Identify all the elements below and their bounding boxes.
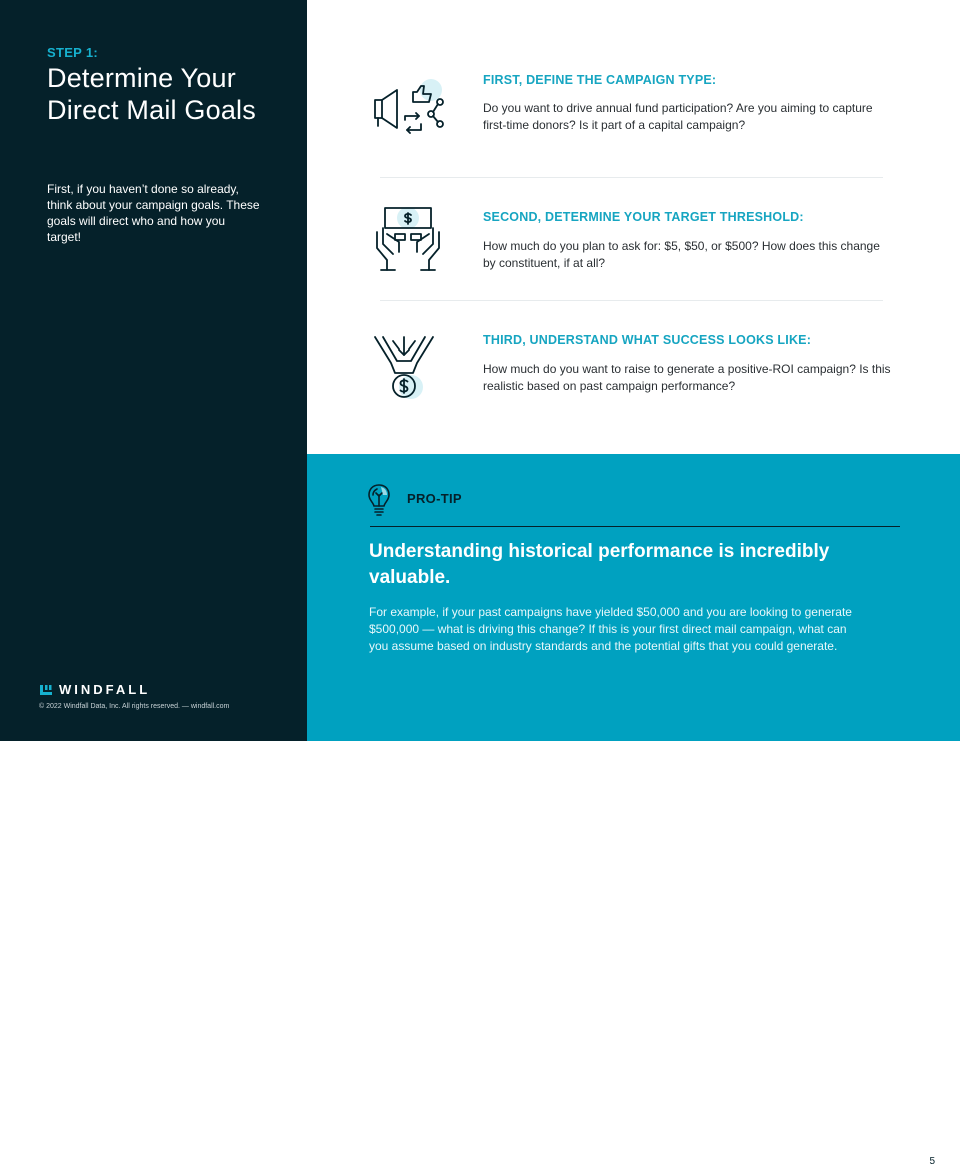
windfall-logo (39, 682, 150, 697)
hands-money-icon (373, 204, 443, 276)
step-second-body: How much do you plan to ask for: $5, $50, or $500? How does this change by constituent, if at all? (483, 239, 880, 270)
page-title: Determine Your Direct Mail Goals (47, 63, 256, 125)
pro-tip-divider (370, 526, 900, 527)
sidebar (0, 0, 307, 741)
copyright: © 2022 Windfall Data, Inc. All rights reserved. — windfall.com (39, 703, 230, 710)
intro-text: First, if you haven’t done so already, think about your campaign goals. These goals will direct who and how you target! (47, 182, 260, 244)
page-number: 5 (929, 1156, 935, 1167)
step-label: STEP 1: (47, 45, 98, 60)
pro-tip-body: For example, if your past campaigns have yielded $50,000 and you are looking to generate $500,000 — what is driving this change? If this is your first direct mail campaign, what can you assume based on industry standards and the potential gifts that you could generate. (369, 605, 852, 653)
step-third-body: How much do you want to raise to generate a positive-ROI campaign? Is this realistic based on past campaign performance? (483, 362, 891, 393)
step-first-heading: FIRST, DEFINE THE CAMPAIGN TYPE: (483, 73, 717, 87)
windfall-logo-icon (39, 684, 53, 696)
pro-tip-panel (307, 454, 960, 1167)
pro-tip-heading: Understanding historical performance is incredibly valuable. (369, 541, 830, 588)
lightbulb-icon (367, 483, 391, 519)
pro-tip-label: PRO-TIP (407, 491, 462, 506)
funnel-dollar-icon (373, 333, 437, 407)
divider (380, 177, 883, 178)
steps-section (307, 0, 960, 454)
logo-text: WINDFALL (59, 682, 151, 697)
step-first-body: Do you want to drive annual fund participation? Are you aiming to capture first-time donors? Is it part of a capital campaign? (483, 101, 873, 132)
divider (380, 300, 883, 301)
megaphone-share-icon (373, 72, 449, 148)
step-third-heading: THIRD, UNDERSTAND WHAT SUCCESS LOOKS LIKE: (483, 333, 812, 347)
step-second-heading: SECOND, DETERMINE YOUR TARGET THRESHOLD: (483, 210, 804, 224)
